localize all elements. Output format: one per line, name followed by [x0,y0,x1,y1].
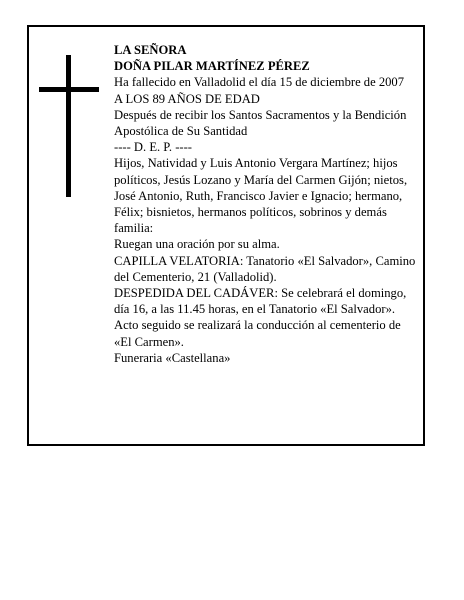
funeral-home: Funeraria «Castellana» [114,350,231,365]
cross-horizontal-bar [39,87,99,92]
rip-line: ---- D. E. P. ---- [114,140,192,155]
age-line: A LOS 89 AÑOS DE EDAD [114,91,260,106]
notice-title: LA SEÑORA [114,43,187,57]
cross-vertical-bar [66,55,71,197]
sacraments-line: Después de recibir los Santos Sacramentos y la Bendición Apostólica de Su Santidad [114,107,407,139]
prayer-request: Ruegan una oración por su alma. [114,237,280,252]
deceased-name: DOÑA PILAR MARTÍNEZ PÉREZ [114,59,310,74]
cross-icon [39,55,99,197]
farewell-details: DESPEDIDA DEL CADÁVER: Se celebrará el domingo, día 16, a las 11.45 horas, en el Tanatorio «El Salvador». Acto seguido se realizará la conducción al cementerio de «El Carmen». [114,286,407,349]
obituary-notice [27,25,425,446]
family-list: Hijos, Natividad y Luis Antonio Vergara Martínez; hijos políticos, Jesús Lozano y María del Carmen Gijón; nietos, José Antonio, Ruth, Francisco Javier e Ignacio; hermano, Félix; bisnietos, hermanos políticos, sobrinos y demás familia: [114,156,408,236]
death-announcement: Ha fallecido en Valladolid el día 15 de diciembre de 2007 [114,75,405,90]
notice-text [114,42,420,366]
wake-location: CAPILLA VELATORIA: Tanatorio «El Salvador», Camino del Cementerio, 21 (Valladolid). [114,253,416,284]
